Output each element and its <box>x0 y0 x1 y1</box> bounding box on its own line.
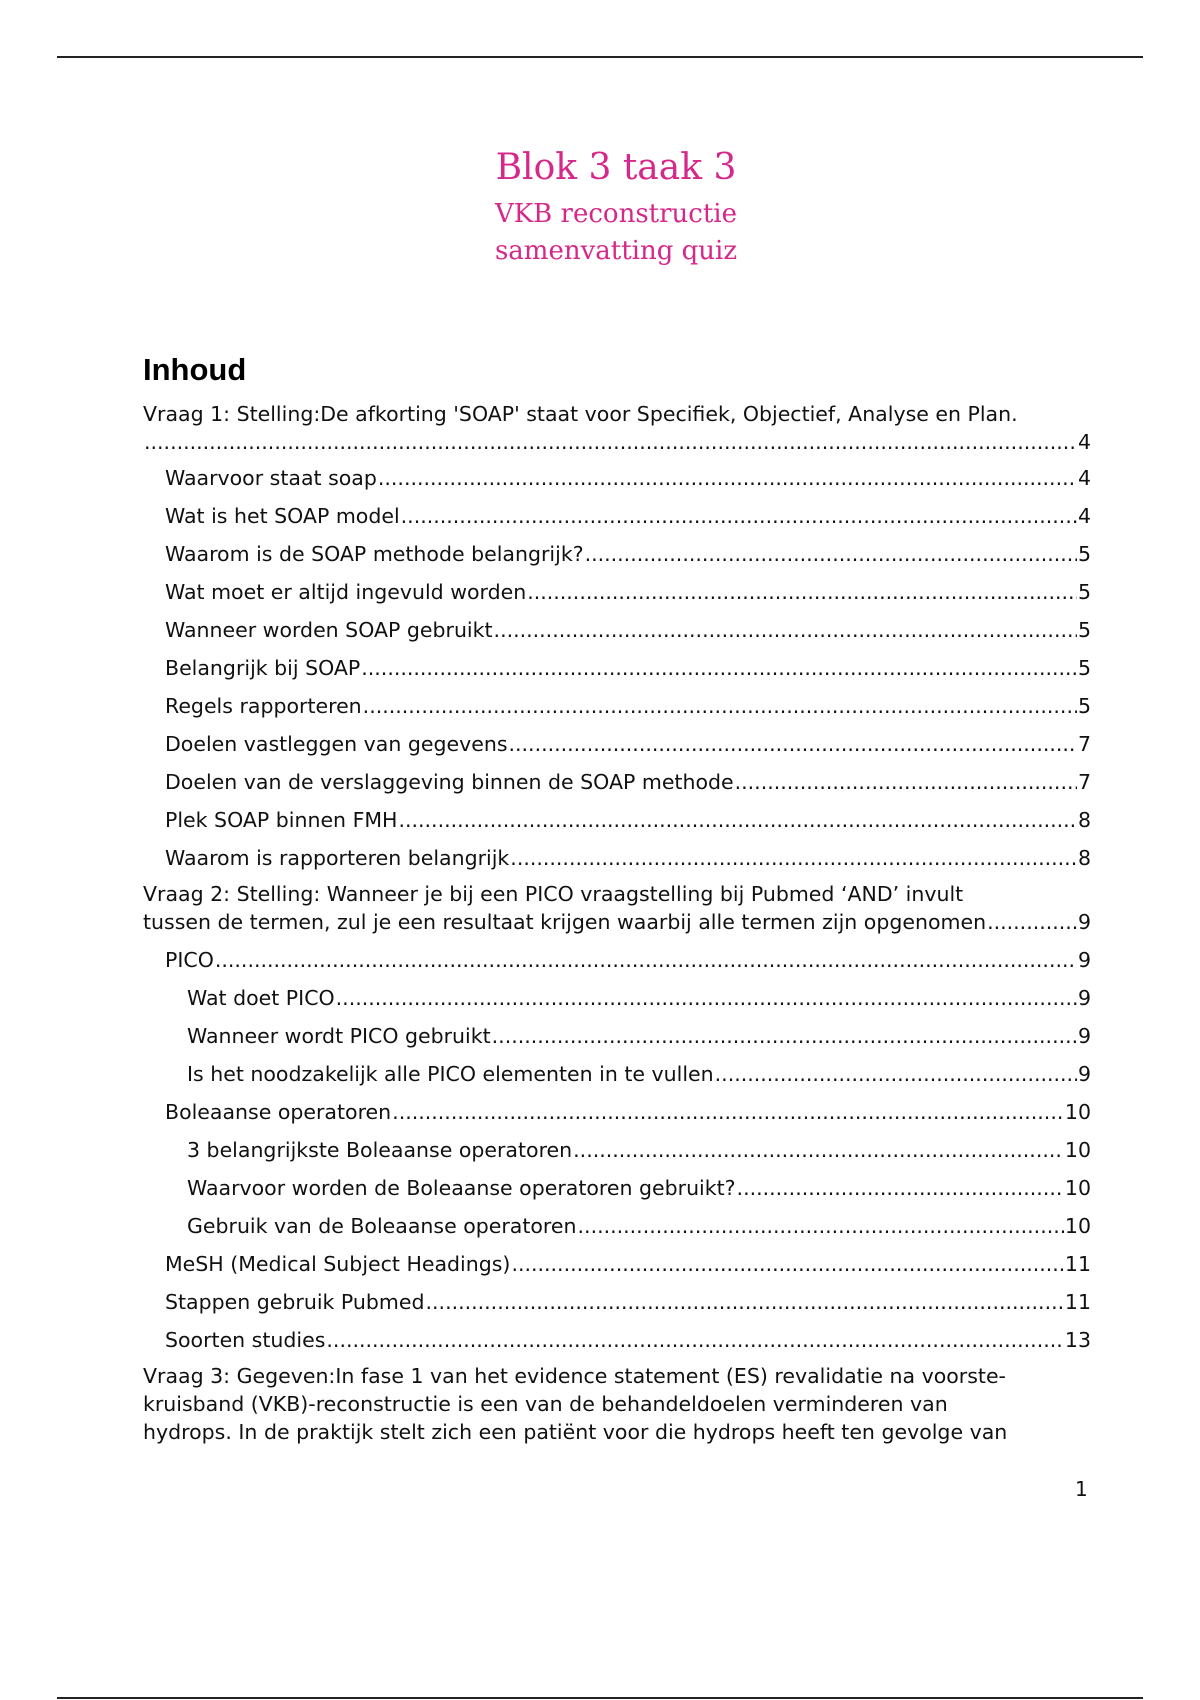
toc-entry-text: Waarom is rapporteren belangrijk <box>165 846 510 870</box>
toc-entry-text: 3 belangrijkste Boleaanse operatoren <box>187 1138 573 1162</box>
toc-leader-dots <box>510 844 1077 872</box>
toc-entry-text-line-2: tussen de termen, zul je een resultaat krijgen waarbij alle termen zijn opgenomen <box>143 910 987 934</box>
toc-entry-page: 9 <box>1077 910 1091 934</box>
toc-leader-dots <box>573 1136 1064 1164</box>
toc-leader-dots <box>401 502 1077 530</box>
toc-leader-dots <box>987 908 1077 936</box>
toc-entry-text: PICO <box>165 948 214 972</box>
toc-entry[interactable] <box>165 654 1091 682</box>
toc-entry-text: Regels rapporteren <box>165 694 362 718</box>
toc-entry-page: 5 <box>1077 542 1091 566</box>
toc-entry[interactable] <box>187 1174 1091 1202</box>
toc-entry[interactable] <box>165 502 1091 530</box>
toc-entry-page: 10 <box>1064 1138 1091 1162</box>
toc-entry-text: Waarom is de SOAP methode belangrijk? <box>165 542 584 566</box>
toc-entry-page: 4 <box>1077 430 1091 454</box>
toc-entry[interactable] <box>165 540 1091 568</box>
toc-entry[interactable] <box>165 464 1091 492</box>
toc-leader-dots <box>511 1250 1063 1278</box>
toc-entry-page: 5 <box>1077 618 1091 642</box>
toc-entry-page: 11 <box>1064 1252 1091 1276</box>
toc-entry[interactable] <box>187 1136 1091 1164</box>
toc-leader-dots <box>494 616 1077 644</box>
toc-entry-text: Wanneer wordt PICO gebruikt <box>187 1024 491 1048</box>
toc-entry-text: Wat doet PICO <box>187 986 335 1010</box>
toc-leader-dots <box>737 1174 1064 1202</box>
table-of-contents <box>143 400 1091 1446</box>
toc-entry-text: Gebruik van de Boleaanse operatoren <box>187 1214 577 1238</box>
toc-entry-page: 10 <box>1064 1176 1091 1200</box>
toc-entry-page: 4 <box>1077 466 1091 490</box>
document-title: Blok 3 taak 3 <box>495 147 737 188</box>
toc-leader-dots <box>378 464 1077 492</box>
toc-entry[interactable] <box>165 1250 1091 1278</box>
toc-entry[interactable] <box>165 844 1091 872</box>
toc-leader-dots <box>215 946 1077 974</box>
toc-leader-dots <box>144 428 1077 456</box>
toc-entry-page: 9 <box>1077 986 1091 1010</box>
toc-entry-text-line-2: kruisband (VKB)-reconstructie is een van de behandeldoelen verminderen van <box>143 1392 948 1416</box>
toc-leader-dots <box>398 806 1076 834</box>
page-number: 1 <box>1075 1477 1088 1501</box>
header-rule <box>57 56 1143 58</box>
toc-entry[interactable] <box>165 692 1091 720</box>
toc-leader-dots <box>426 1288 1064 1316</box>
toc-entry-text: Wat is het SOAP model <box>165 504 400 528</box>
toc-entry-text: Soorten studies <box>165 1328 326 1352</box>
toc-leader-dots <box>527 578 1077 606</box>
toc-entry-text: Is het noodzakelijk alle PICO elementen in te vullen <box>187 1062 714 1086</box>
document-subtitle-line-2: samenvatting quiz <box>494 236 738 266</box>
toc-entry-page: 5 <box>1077 656 1091 680</box>
toc-entry[interactable] <box>165 946 1091 974</box>
toc-leader-dots <box>492 1022 1077 1050</box>
toc-leader-dots <box>336 984 1077 1012</box>
toc-entry[interactable] <box>187 1060 1091 1088</box>
toc-leader-dots <box>509 730 1077 758</box>
toc-entry[interactable] <box>165 806 1091 834</box>
toc-entry-page: 7 <box>1077 732 1091 756</box>
toc-entry-text: Boleaanse operatoren <box>165 1100 392 1124</box>
toc-entry-page: 9 <box>1077 948 1091 972</box>
toc-entry-vraag-2[interactable] <box>143 880 1091 936</box>
toc-entry[interactable] <box>187 1212 1091 1240</box>
toc-leader-dots <box>585 540 1077 568</box>
toc-entry-text-line-1: Vraag 3: Gegeven:In fase 1 van het evidence statement (ES) revalidatie na voorste- <box>143 1364 1006 1388</box>
toc-entry[interactable] <box>165 730 1091 758</box>
toc-entry[interactable] <box>165 1288 1091 1316</box>
toc-entry[interactable] <box>165 616 1091 644</box>
toc-entry-vraag-1[interactable] <box>143 400 1091 456</box>
toc-entry-page: 10 <box>1064 1214 1091 1238</box>
footer-rule <box>57 1697 1143 1699</box>
toc-entry-page: 5 <box>1077 580 1091 604</box>
toc-leader-dots <box>578 1212 1064 1240</box>
toc-entry-text-line-1: Vraag 2: Stelling: Wanneer je bij een PICO vraagstelling bij Pubmed ‘AND’ invult <box>143 882 964 906</box>
toc-entry-page: 8 <box>1077 846 1091 870</box>
toc-entry-page: 7 <box>1077 770 1091 794</box>
toc-entry-text: Stappen gebruik Pubmed <box>165 1290 425 1314</box>
toc-entry[interactable] <box>165 1326 1091 1354</box>
toc-entry-page: 9 <box>1077 1062 1091 1086</box>
toc-entry[interactable] <box>165 578 1091 606</box>
toc-entry-text: Belangrijk bij SOAP <box>165 656 361 680</box>
toc-entry-text: Vraag 1: Stelling:De afkorting 'SOAP' staat voor Specifiek, Objectief, Analyse en Plan. <box>143 402 1018 426</box>
title-block <box>0 140 1200 270</box>
toc-entry-page: 5 <box>1077 694 1091 718</box>
toc-heading: Inhoud <box>143 352 247 387</box>
toc-entry-text: Doelen van de verslaggeving binnen de SOAP methode <box>165 770 734 794</box>
toc-entry-page: 8 <box>1077 808 1091 832</box>
toc-entry[interactable] <box>165 768 1091 796</box>
toc-entry-text: Wat moet er altijd ingevuld worden <box>165 580 527 604</box>
toc-entry-text: Plek SOAP binnen FMH <box>165 808 398 832</box>
toc-entry-text: Doelen vastleggen van gegevens <box>165 732 508 756</box>
toc-entry-vraag-3[interactable] <box>143 1362 1091 1446</box>
toc-entry-page: 13 <box>1064 1328 1091 1352</box>
toc-leader-dots <box>363 692 1077 720</box>
toc-entry-page: 4 <box>1077 504 1091 528</box>
toc-leader-dots <box>735 768 1077 796</box>
toc-leader-dots <box>392 1098 1064 1126</box>
document-subtitle-line-1: VKB reconstructie <box>494 199 738 229</box>
toc-entry-page: 10 <box>1064 1100 1091 1124</box>
toc-leader-dots <box>361 654 1077 682</box>
toc-entry[interactable] <box>187 984 1091 1012</box>
toc-leader-dots <box>715 1060 1077 1088</box>
toc-entry-page: 11 <box>1064 1290 1091 1314</box>
toc-entry-text: Waarvoor worden de Boleaanse operatoren gebruikt? <box>187 1176 736 1200</box>
toc-entry-text: Waarvoor staat soap <box>165 466 377 490</box>
toc-leader-dots <box>326 1326 1064 1354</box>
toc-entry-text: MeSH (Medical Subject Headings) <box>165 1252 511 1276</box>
toc-entry[interactable] <box>165 1098 1091 1126</box>
toc-entry-page: 9 <box>1077 1024 1091 1048</box>
toc-entry[interactable] <box>187 1022 1091 1050</box>
toc-entry-text-line-3: hydrops. In de praktijk stelt zich een patiënt voor die hydrops heeft ten gevolge van <box>143 1420 1008 1444</box>
toc-entry-text: Wanneer worden SOAP gebruikt <box>165 618 493 642</box>
